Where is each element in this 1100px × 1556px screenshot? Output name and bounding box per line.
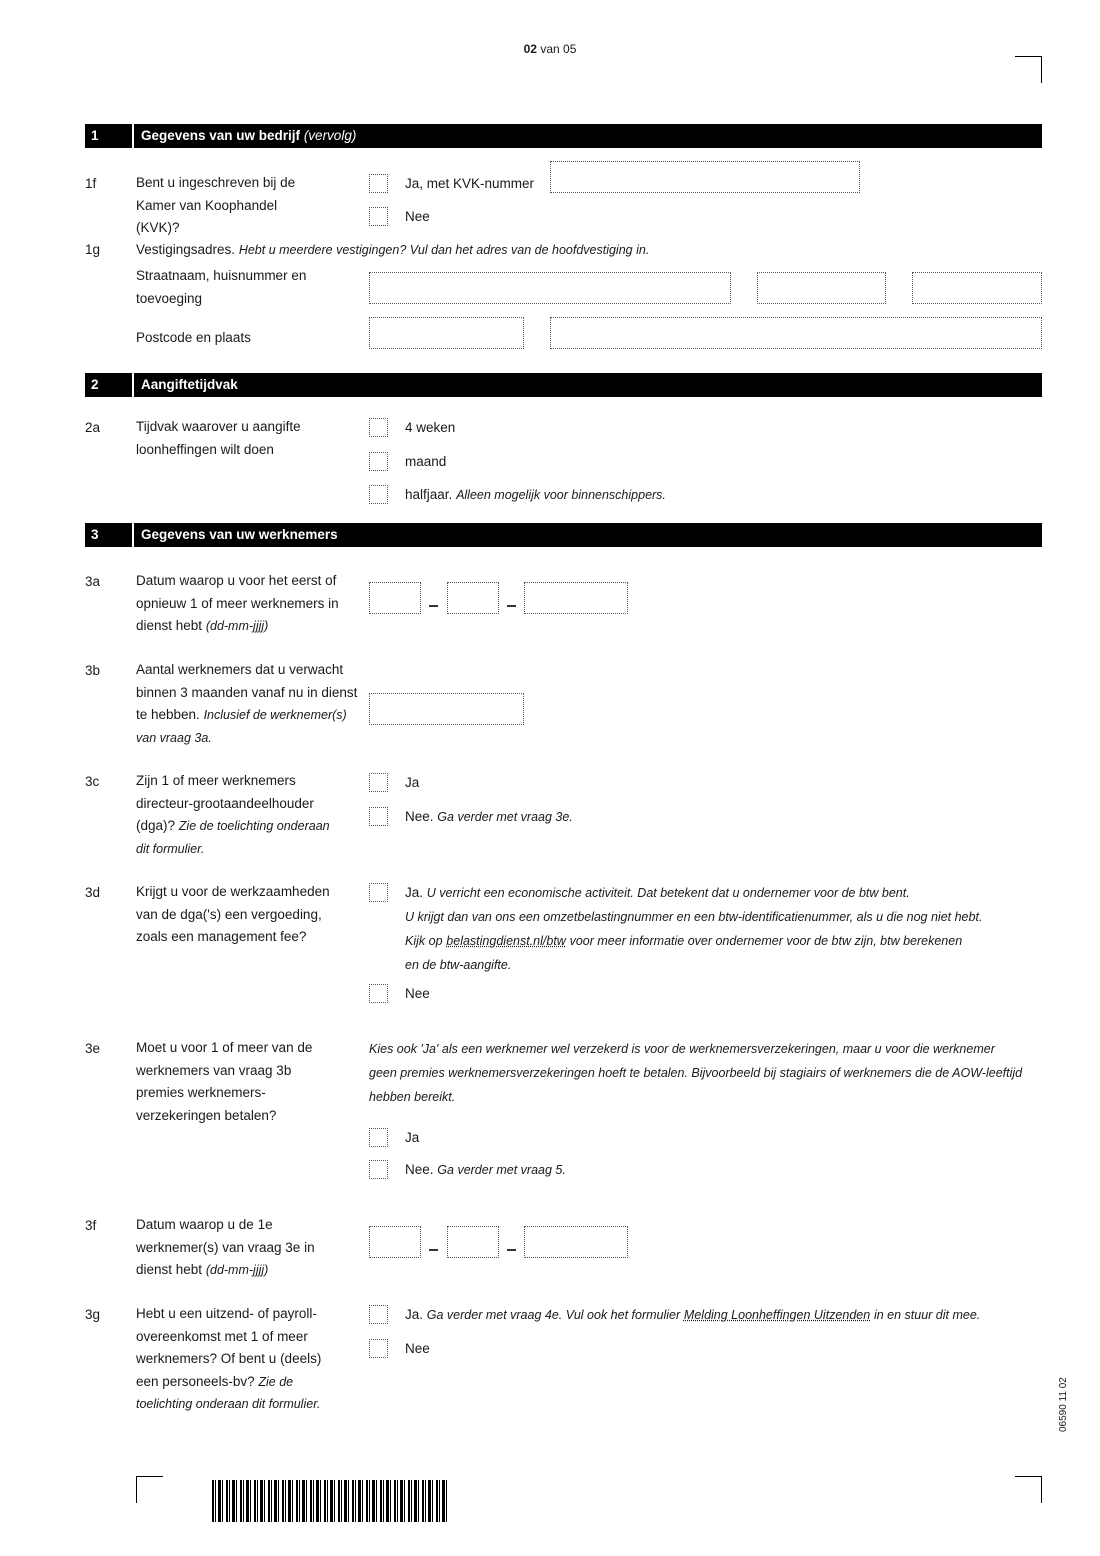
form-code: 06590 11 02 (1058, 1377, 1069, 1432)
option-label: Nee. Ga verder met vraag 5. (405, 1162, 566, 1177)
question-label: Aantal werknemers dat u verwacht binnen 3 maanden vanaf nu in dienst te hebben. Inclusief de werknemer(s) van vraag 3a. (136, 662, 358, 745)
question-label: Bent u ingeschreven bij de Kamer van Koophandel (KVK)? (136, 175, 296, 235)
street-label: Straatnaam, huisnummer en toevoeging (136, 268, 307, 306)
option-label: maand (405, 454, 447, 469)
question-label: Hebt u een uitzend- of payroll-overeenkomst met 1 of meer werknemers? Of bent u (deels) een personeels-bv? Zie de toelichting onderaan dit formulier. (136, 1306, 322, 1411)
option-label: Ja. U verricht een economische activiteit. Dat betekent dat u ondernemer voor de btw bent. U krijgt dan van ons een omzetbelastingnummer en een btw-identificatienummer, als u die nog niet hebt. Kijk op belastingdienst.nl/btw voor meer informatie over ondernemer voor de btw zijn, btw berekenen en de btw-aangifte. (405, 885, 983, 972)
kvk-no-checkbox[interactable] (369, 207, 388, 226)
postcode-label: Postcode en plaats (136, 330, 251, 345)
date-day-input[interactable] (369, 1226, 421, 1258)
date-month-input[interactable] (447, 1226, 499, 1258)
question-number: 3g (85, 1307, 101, 1322)
period-half-year-checkbox[interactable] (369, 485, 388, 504)
city-input[interactable] (550, 317, 1042, 349)
corner-mark-bottom-right (1015, 1476, 1042, 1503)
section-3-header: 3 Gegevens van uw werknemers (85, 523, 1042, 547)
house-number-addition-input[interactable] (912, 272, 1042, 304)
corner-mark-top-right (1015, 56, 1042, 83)
question-number: 3f (85, 1218, 97, 1233)
kvk-number-input[interactable] (550, 161, 860, 193)
page-number: 02 van 05 (523, 42, 577, 56)
payroll-yes-checkbox[interactable] (369, 1305, 388, 1324)
date-separator (507, 1249, 516, 1251)
period-month-checkbox[interactable] (369, 452, 388, 471)
question-number: 1g (85, 242, 101, 257)
question-number: 2a (85, 420, 101, 435)
question-number: 3c (85, 774, 100, 789)
question-info: Kies ook 'Ja' als een werknemer wel verzekerd is voor de werknemersverzekeringen, maar u voor die werknemer geen premies werknemersverzekeringen hoeft te betalen. Bijvoorbeeld bij stagiairs of werknemers die de AOW-leeftijd hebben bereikt. (369, 1042, 1023, 1104)
uitzenden-form-link[interactable]: Melding Loonheffingen Uitzenden (683, 1308, 871, 1322)
option-label: halfjaar. Alleen mogelijk voor binnenschippers. (405, 487, 666, 502)
question-number: 3b (85, 663, 101, 678)
payroll-no-checkbox[interactable] (369, 1339, 388, 1358)
question-number: 3d (85, 885, 101, 900)
question-label: Moet u voor 1 of meer van de werknemers van vraag 3b premies werknemers-verzekeringen betalen? (136, 1040, 313, 1123)
barcode-image (212, 1480, 450, 1522)
question-label: Krijgt u voor de werkzaamheden van de dga('s) een vergoeding, zoals een management fee? (136, 884, 330, 944)
question-label: Datum waarop u de 1e werknemer(s) van vraag 3e in dienst hebt (dd-mm-jjjj) (136, 1217, 315, 1277)
question-label: Datum waarop u voor het eerst of opnieuw 1 of meer werknemers in dienst hebt (dd-mm-jjjj) (136, 573, 339, 633)
date-separator (507, 605, 516, 607)
question-label: Zijn 1 of meer werknemers directeur-grootaandeelhouder (dga)? Zie de toelichting onderaan dit formulier. (136, 773, 330, 856)
option-label: Nee (405, 209, 430, 224)
section-1-header: 1 Gegevens van uw bedrijf (vervolg) (85, 124, 1042, 148)
option-label: Ja (405, 775, 420, 790)
fee-yes-checkbox[interactable] (369, 883, 388, 902)
dga-yes-checkbox[interactable] (369, 773, 388, 792)
question-number: 3a (85, 574, 101, 589)
dga-no-checkbox[interactable] (369, 807, 388, 826)
date-year-input[interactable] (524, 582, 628, 614)
option-label: Ja, met KVK-nummer (405, 176, 535, 191)
date-separator (429, 1249, 438, 1251)
option-label: Nee (405, 1341, 430, 1356)
question-label: Tijdvak waarover u aangifte loonheffingen wilt doen (136, 419, 301, 457)
option-label: Nee (405, 986, 430, 1001)
option-label: Ja. Ga verder met vraag 4e. Vul ook het formulier Melding Loonheffingen Uitzenden in en stuur dit mee. (405, 1307, 981, 1322)
period-4-weeks-checkbox[interactable] (369, 418, 388, 437)
date-year-input[interactable] (524, 1226, 628, 1258)
fee-no-checkbox[interactable] (369, 984, 388, 1003)
option-label: 4 weken (405, 420, 456, 435)
question-number: 1f (85, 176, 97, 191)
postcode-input[interactable] (369, 317, 524, 349)
corner-mark-bottom-left (136, 1476, 163, 1503)
date-separator (429, 605, 438, 607)
premium-no-checkbox[interactable] (369, 1160, 388, 1179)
question-label: Vestigingsadres. Hebt u meerdere vestigingen? Vul dan het adres van de hoofdvestiging in. (136, 242, 650, 257)
btw-link[interactable]: belastingdienst.nl/btw (446, 934, 566, 948)
option-label: Nee. Ga verder met vraag 3e. (405, 809, 573, 824)
premium-yes-checkbox[interactable] (369, 1128, 388, 1147)
question-number: 3e (85, 1041, 101, 1056)
house-number-input[interactable] (757, 272, 886, 304)
street-input[interactable] (369, 272, 731, 304)
option-label: Ja (405, 1130, 420, 1145)
employee-count-input[interactable] (369, 693, 524, 725)
kvk-yes-checkbox[interactable] (369, 174, 388, 193)
date-month-input[interactable] (447, 582, 499, 614)
section-2-header: 2 Aangiftetijdvak (85, 373, 1042, 397)
date-day-input[interactable] (369, 582, 421, 614)
